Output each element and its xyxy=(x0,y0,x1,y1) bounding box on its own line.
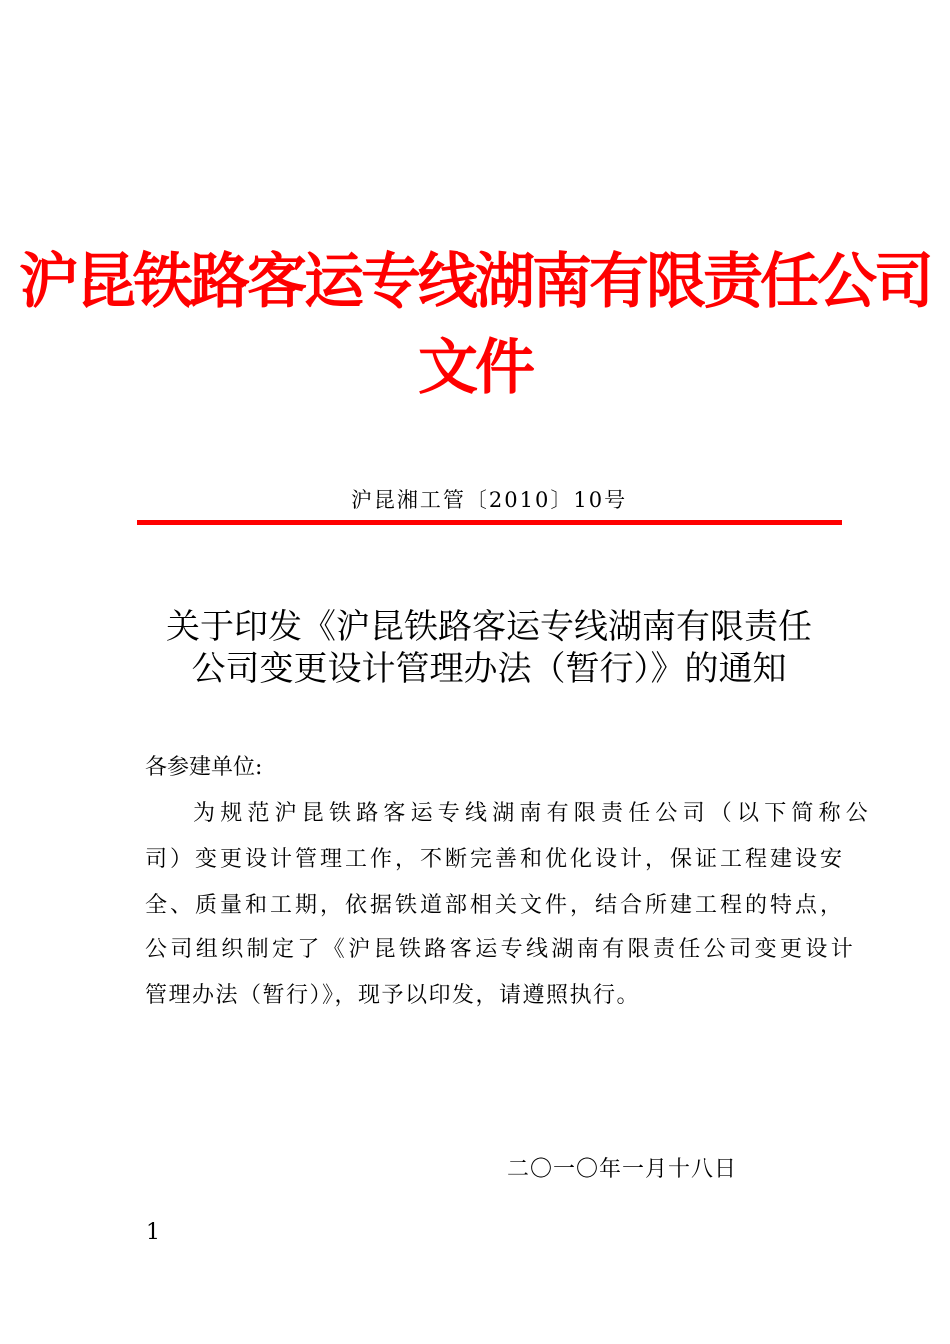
issue-date: 二〇一〇年一月十八日 xyxy=(507,1157,738,1182)
body-paragraph-line: 公司组织制定了《沪昆铁路客运专线湖南有限责任公司变更设计 xyxy=(145,937,857,962)
org-title: 沪昆铁路客运专线湖南有限责任公司 xyxy=(19,247,931,317)
body-paragraph-line: 为规范沪昆铁路客运专线湖南有限责任公司（以下简称公 xyxy=(193,801,874,826)
red-divider-line xyxy=(137,520,842,525)
addressee: 各参建单位: xyxy=(145,755,263,780)
notice-title-line-2: 公司变更设计管理办法（暂行）》的通知 xyxy=(191,649,787,689)
document-number: 沪昆湘工管〔2010〕10号 xyxy=(350,488,628,512)
page-number: 1 xyxy=(146,1220,160,1245)
body-paragraph-line: 管理办法（暂行）》，现予以印发，请遵照执行。 xyxy=(145,983,641,1008)
body-paragraph-line: 全、质量和工期，依据铁道部相关文件，结合所建工程的特点， xyxy=(145,893,846,918)
org-title-document-label: 文件 xyxy=(418,333,532,403)
body-paragraph-line: 司）变更设计管理工作，不断完善和优化设计，保证工程建设安 xyxy=(145,847,846,872)
notice-title-line-1: 关于印发《沪昆铁路客运专线湖南有限责任 xyxy=(166,607,812,647)
